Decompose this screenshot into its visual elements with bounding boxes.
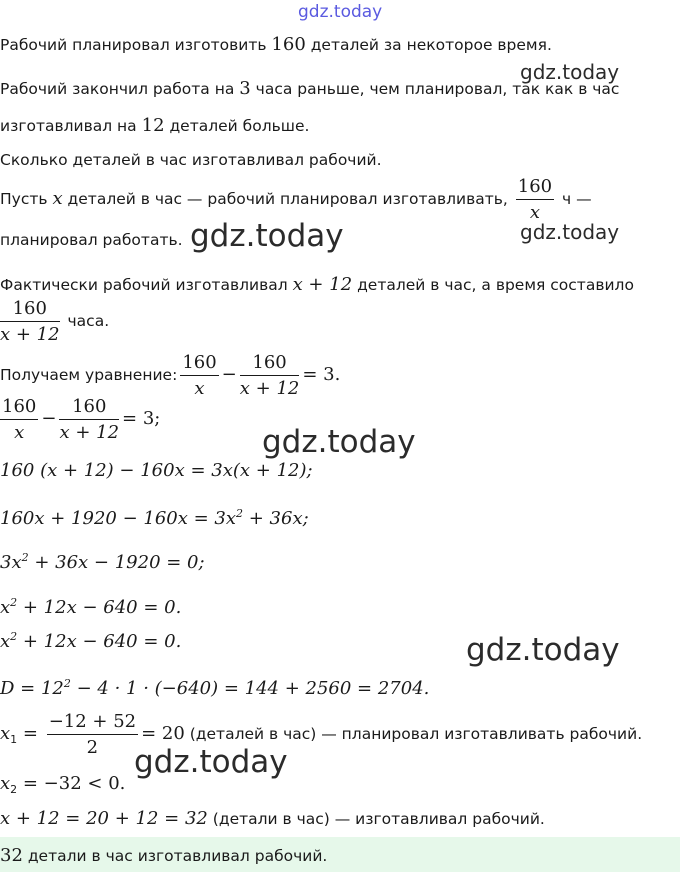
math: 160x + 1920 − 160x = 3x — [0, 508, 237, 529]
math: x + 12 = 20 + 12 = 32 — [0, 808, 208, 829]
math: = 20 — [141, 723, 185, 744]
watermark: gdz.today — [262, 424, 416, 460]
question-line: Сколько деталей в час изготавливал рабочий. — [0, 151, 382, 169]
numerator: 160 — [516, 176, 554, 200]
subscript: 2 — [10, 783, 18, 797]
exponent: 2 — [10, 596, 18, 609]
math: 160 — [271, 34, 306, 55]
numerator: 160 — [0, 396, 38, 420]
text: часа. — [62, 312, 110, 330]
watermark: gdz.today — [520, 60, 620, 84]
equation-line-2 — [0, 396, 160, 443]
problem-line-1 — [0, 34, 552, 55]
text: Пусть — [0, 190, 53, 208]
numerator: −12 + 52 — [47, 711, 138, 735]
denominator: x — [529, 202, 540, 223]
math: = 3; — [122, 408, 161, 429]
math: = — [17, 723, 44, 744]
math: x — [52, 188, 63, 209]
fraction — [516, 176, 554, 223]
denominator: x + 12 — [0, 324, 60, 345]
watermark: gdz.today — [466, 632, 620, 668]
exponent: 2 — [236, 507, 244, 520]
math: x + 12 — [292, 274, 353, 295]
math-line — [0, 507, 309, 529]
watermark: gdz.today — [520, 220, 620, 244]
math-line — [0, 630, 181, 652]
numerator: 160 — [180, 352, 218, 376]
fraction — [180, 352, 218, 399]
text: деталей в час, а время составило — [352, 276, 634, 294]
math-line — [0, 551, 205, 573]
text: Рабочий планировал изготовить — [0, 36, 272, 54]
denominator: x + 12 — [239, 378, 300, 399]
math: + 12x − 640 = 0. — [17, 631, 182, 652]
discriminant-line — [0, 677, 429, 699]
text: (детали в час) — изготавливал рабочий. — [207, 810, 545, 828]
denominator: 2 — [86, 737, 99, 758]
fraction — [59, 396, 119, 443]
exponent: 2 — [10, 630, 18, 643]
fraction — [240, 352, 300, 399]
math: − 4 · 1 · (−640) = 144 + 2560 = 2704. — [70, 678, 430, 699]
problem-line-3 — [0, 115, 309, 136]
numerator: 160 — [240, 352, 300, 376]
math: − — [41, 408, 57, 429]
text: ч — — [557, 190, 592, 208]
text: часа раньше, чем планировал, так как в час — [250, 80, 620, 98]
fraction — [0, 396, 38, 443]
math: = 3. — [302, 364, 341, 385]
text: изготавливал на — [0, 117, 142, 135]
subscript: 1 — [10, 733, 18, 747]
math: D = 12 — [0, 678, 64, 699]
text: (деталей в час) — планировал изготавливать рабочий. — [184, 725, 643, 743]
text: детали в час изготавливал рабочий. — [22, 847, 328, 865]
math: x — [0, 597, 11, 618]
text: деталей за некоторое время. — [305, 36, 552, 54]
root-1-line — [0, 711, 642, 758]
watermark-top: gdz.today — [298, 2, 383, 22]
denominator: x + 12 — [59, 422, 120, 443]
math: 3 — [239, 78, 251, 99]
math: = −32 < 0. — [17, 773, 126, 794]
math-line: 160 (x + 12) − 160x = 3x(x + 12); — [0, 460, 313, 481]
math: + 36x; — [243, 508, 309, 529]
text: Фактически рабочий изготавливал — [0, 276, 293, 294]
solution-line-actual — [0, 274, 634, 295]
solution-line-let — [0, 176, 592, 223]
result-line — [0, 808, 545, 829]
text: деталей больше. — [164, 117, 310, 135]
math: + 12x − 640 = 0. — [17, 597, 182, 618]
text: деталей в час — рабочий планировал изготавливать, — [62, 190, 513, 208]
fraction — [47, 711, 138, 758]
solution-line-plan: планировал работать. — [0, 231, 183, 249]
numerator: 160 — [0, 298, 60, 322]
denominator: x — [14, 422, 25, 443]
math: x — [0, 631, 11, 652]
text: Получаем уравнение: — [0, 366, 178, 384]
watermark: gdz.today — [190, 218, 344, 254]
numerator: 160 — [59, 396, 119, 420]
math: 32 — [0, 845, 23, 866]
math: 3x — [0, 552, 22, 573]
equation-line — [0, 352, 340, 399]
math: 12 — [141, 115, 165, 136]
answer-line — [0, 845, 327, 866]
math: − — [221, 364, 237, 385]
exponent: 2 — [21, 551, 29, 564]
root-2-line — [0, 773, 125, 796]
fraction — [0, 298, 60, 345]
math: + 36x − 1920 = 0; — [28, 552, 205, 573]
watermark: gdz.today — [134, 744, 288, 780]
text: Рабочий закончил работа на — [0, 80, 240, 98]
denominator: x — [194, 378, 205, 399]
exponent: 2 — [63, 677, 71, 690]
problem-line-2 — [0, 78, 619, 99]
math: x — [0, 723, 11, 744]
math-line — [0, 596, 181, 618]
math: x — [0, 773, 11, 794]
solution-line-time — [0, 298, 109, 345]
